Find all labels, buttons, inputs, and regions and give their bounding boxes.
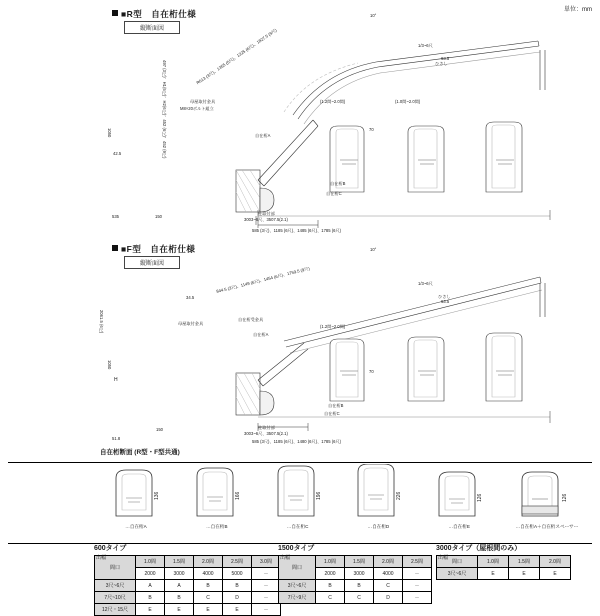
svg-text:166: 166 — [234, 491, 241, 500]
r-type-drawing — [108, 20, 578, 235]
profile-e-shape — [423, 464, 491, 520]
f-type-drawing — [108, 255, 578, 445]
f-base-dim: 3003~6尺、3507.5(2.1) — [244, 431, 288, 436]
table-3000-col-2: 2.0間 — [540, 556, 571, 568]
table-1500-row-label-1: 7尺~9尺 — [279, 592, 316, 604]
r-dim-535: 535 — [112, 214, 119, 219]
table-600 — [94, 555, 281, 616]
table-600-col-4: 3.0間 — [252, 556, 281, 568]
table-3000-col-0: 1.0間 — [478, 556, 509, 568]
cell: E — [540, 568, 571, 580]
table-1500-corner: 間口 — [279, 556, 316, 580]
r-span-note-2: (1.0間~2.0間) — [395, 99, 421, 104]
profiles-title: 自在桁断面 (R型・F型共通) — [100, 449, 180, 456]
f-span-label: 1/3~6尺 — [418, 281, 433, 286]
table-3000-row-label-0: 3尺~6尺 — [437, 568, 478, 580]
f-dim-2061: 2061.5 (6尺) — [99, 310, 104, 334]
table-3000-col-1: 1.5間 — [509, 556, 540, 568]
svg-text:136: 136 — [154, 491, 160, 500]
table-600-col-1: 1.5間 — [165, 556, 194, 568]
r-total-dim: 585 (3尺)、1185 (6尺)、1485 (6尺)、1785 (6尺) — [252, 228, 342, 233]
cell: B — [136, 592, 165, 604]
cell: A — [136, 580, 165, 592]
divider-profiles — [8, 462, 592, 463]
profile-caption: …自在桁A＋自在桁スペーサー — [515, 524, 579, 529]
cell: E — [194, 604, 223, 616]
cell: C — [194, 592, 223, 604]
f-beam-b-label: 自在桁B — [328, 403, 344, 408]
section-subtitle-f: 縦断面図 — [124, 256, 180, 269]
profiles-row — [100, 464, 590, 530]
f-post-label: 柱取付部 — [258, 425, 275, 430]
table-1500-row-header: 出幅 — [280, 555, 291, 561]
profile-item — [100, 464, 172, 530]
table-600-val-0: 2000 — [136, 568, 165, 580]
table-1500-col-3: 2.5間 — [403, 556, 432, 568]
svg-text:196: 196 — [315, 491, 322, 500]
cell: E — [165, 604, 194, 616]
cell: D — [223, 592, 252, 604]
cell: E — [136, 604, 165, 616]
cell: E — [509, 568, 540, 580]
table-1500-block — [278, 543, 432, 604]
r-angle-label: 10° — [370, 13, 377, 18]
table-600-row-label-2: 12尺・15尺 — [95, 604, 136, 616]
f-beam-a-label: 自在桁A — [253, 332, 269, 337]
r-span-label: 1/3~6尺 — [418, 43, 433, 48]
cell: － — [252, 604, 281, 616]
r-dim-425: 42.5 — [113, 151, 122, 156]
cell: C — [374, 580, 403, 592]
table-3000-corner: 間口 — [437, 556, 478, 568]
f-dim-150: 150 — [156, 427, 163, 432]
table-600-val-3: 5000 — [223, 568, 252, 580]
profile-caption: …自在桁A — [125, 524, 147, 529]
f-dim-345: 34.5 — [186, 295, 195, 300]
table-1500-col-0: 1.0間 — [316, 556, 345, 568]
table-600-val-4: － — [252, 568, 281, 580]
table-3000-block — [436, 543, 571, 580]
f-height-h: H — [114, 377, 118, 383]
r-bracket-label: 母屋取付金具 — [190, 99, 216, 104]
r-base-dim: 3003~6尺、3507.5(2.1) — [244, 217, 288, 222]
r-dim-1050: 1050 — [107, 128, 112, 138]
f-span-note-1: (1.2間~2.0間) — [320, 324, 346, 329]
cell: － — [252, 580, 281, 592]
table-row — [279, 592, 432, 604]
profile-a-shape — [100, 464, 168, 520]
table-1500 — [278, 555, 432, 604]
svg-text:126: 126 — [561, 493, 568, 502]
section-subtitle-r: 縦断面図 — [124, 21, 180, 34]
table-row — [95, 592, 281, 604]
r-post-label: 柱取付部 — [258, 211, 275, 216]
f-receiver-label: 自在桁受金具 — [238, 317, 264, 322]
f-beam-c-label: 自在桁C — [324, 411, 340, 416]
cell: E — [478, 568, 509, 580]
table-600-val-2: 4000 — [194, 568, 223, 580]
bullet-square-icon-2 — [112, 245, 118, 251]
table-row — [437, 568, 571, 580]
profile-item — [504, 464, 590, 530]
f-eave-label: ひさし — [438, 294, 451, 299]
r-beam-a-label: 自在桁A — [255, 133, 271, 138]
profile-c-shape — [262, 464, 330, 520]
profile-caption: …自在桁D — [367, 524, 390, 529]
table-1500-title: 1500タイプ — [278, 545, 315, 552]
table-600-corner: 間口 — [95, 556, 136, 580]
r-eave-label: ひさし — [435, 61, 448, 66]
table-row — [279, 580, 432, 592]
r-beam-c-label: 自在桁C — [326, 191, 342, 196]
table-1500-val-1: 3000 — [345, 568, 374, 580]
table-1500-val-3: － — [403, 568, 432, 580]
cell: A — [165, 580, 194, 592]
cell: B — [345, 580, 374, 592]
profile-item — [181, 464, 253, 530]
profile-b-shape — [181, 464, 249, 520]
f-beam-length-label: 844.5 (3尺)、1149 (6尺)、1454 (6尺)、1759.5 (9尺) — [215, 265, 311, 294]
f-dim-518: 51.8 — [112, 436, 121, 441]
section-title-r: ■R型 自在桁仕様 — [112, 8, 196, 20]
table-1500-col-2: 2.0間 — [374, 556, 403, 568]
table-3000-title: 3000タイプ（屋根間のみ） — [436, 545, 522, 552]
table-600-row-label-1: 7尺~10尺 — [95, 592, 136, 604]
cell: B — [316, 580, 345, 592]
cell: － — [252, 592, 281, 604]
f-total-dim: 585 (3尺)、1185 (6尺)、1480 (6尺)、1785 (6尺) — [252, 439, 342, 444]
profile-item — [423, 464, 495, 530]
profile-item — [262, 464, 334, 530]
table-600-row-label-0: 3尺~6尺 — [95, 580, 136, 592]
svg-text:226: 226 — [396, 491, 403, 500]
cell: C — [316, 592, 345, 604]
svg-text:126: 126 — [477, 493, 484, 502]
cell: D — [374, 592, 403, 604]
f-dim-635: 63.5 — [441, 299, 450, 304]
f-bracket-label: 母屋取付金具 — [178, 321, 204, 326]
unit-note: 単位：mm — [564, 7, 592, 13]
table-3000-row-header: 出幅 — [438, 555, 449, 561]
bullet-square-icon — [112, 10, 118, 16]
r-dim-70: 70 — [369, 127, 374, 132]
table-row — [95, 604, 281, 616]
table-600-title: 600タイプ — [94, 545, 127, 552]
profile-caption: …自在桁C — [286, 524, 309, 529]
r-dim-635: 63.5 — [441, 56, 450, 61]
profile-item — [342, 464, 414, 530]
table-600-val-1: 3000 — [165, 568, 194, 580]
section-title-f: ■F型 自在桁仕様 — [112, 243, 195, 255]
table-1500-val-2: 4000 — [374, 568, 403, 580]
table-600-block — [94, 543, 281, 616]
f-dim-70: 70 — [369, 369, 374, 374]
profile-caption: …自在桁B — [206, 524, 228, 529]
f-angle-label: 10° — [370, 247, 377, 252]
table-600-row-header: 出幅 — [96, 555, 107, 561]
r-dim-150: 150 — [155, 214, 162, 219]
f-dim-1050: 1050 — [107, 360, 112, 370]
cell: E — [223, 604, 252, 616]
profile-caption: …自在桁E — [448, 524, 470, 529]
table-1500-val-0: 2000 — [316, 568, 345, 580]
table-1500-row-label-0: 3尺~6尺 — [279, 580, 316, 592]
cell: － — [403, 580, 432, 592]
table-600-col-3: 2.5間 — [223, 556, 252, 568]
profile-a-spacer-shape — [504, 464, 584, 520]
table-row — [95, 580, 281, 592]
r-height-label: 497 (3尺)、H1(5尺)、H2(6尺)、452 (6尺)、452 (9尺) — [162, 60, 167, 159]
table-1500-col-1: 1.5間 — [345, 556, 374, 568]
r-bolt-label: M8×20ボルト組立 — [180, 106, 214, 111]
profile-d-shape — [342, 464, 410, 520]
cell: B — [223, 580, 252, 592]
cell: － — [403, 592, 432, 604]
table-600-col-2: 2.0間 — [194, 556, 223, 568]
r-span-note-1: (1.2間~2.0間) — [320, 99, 346, 104]
cell: C — [345, 592, 374, 604]
r-beam-length-label: R613 (3尺)、1355 (5尺)、1325 (6尺)、1827.5 (9尺) — [195, 27, 278, 86]
table-3000 — [436, 555, 571, 580]
cell: B — [165, 592, 194, 604]
table-600-col-0: 1.0間 — [136, 556, 165, 568]
cell: B — [194, 580, 223, 592]
r-beam-b-label: 自在桁B — [330, 181, 346, 186]
